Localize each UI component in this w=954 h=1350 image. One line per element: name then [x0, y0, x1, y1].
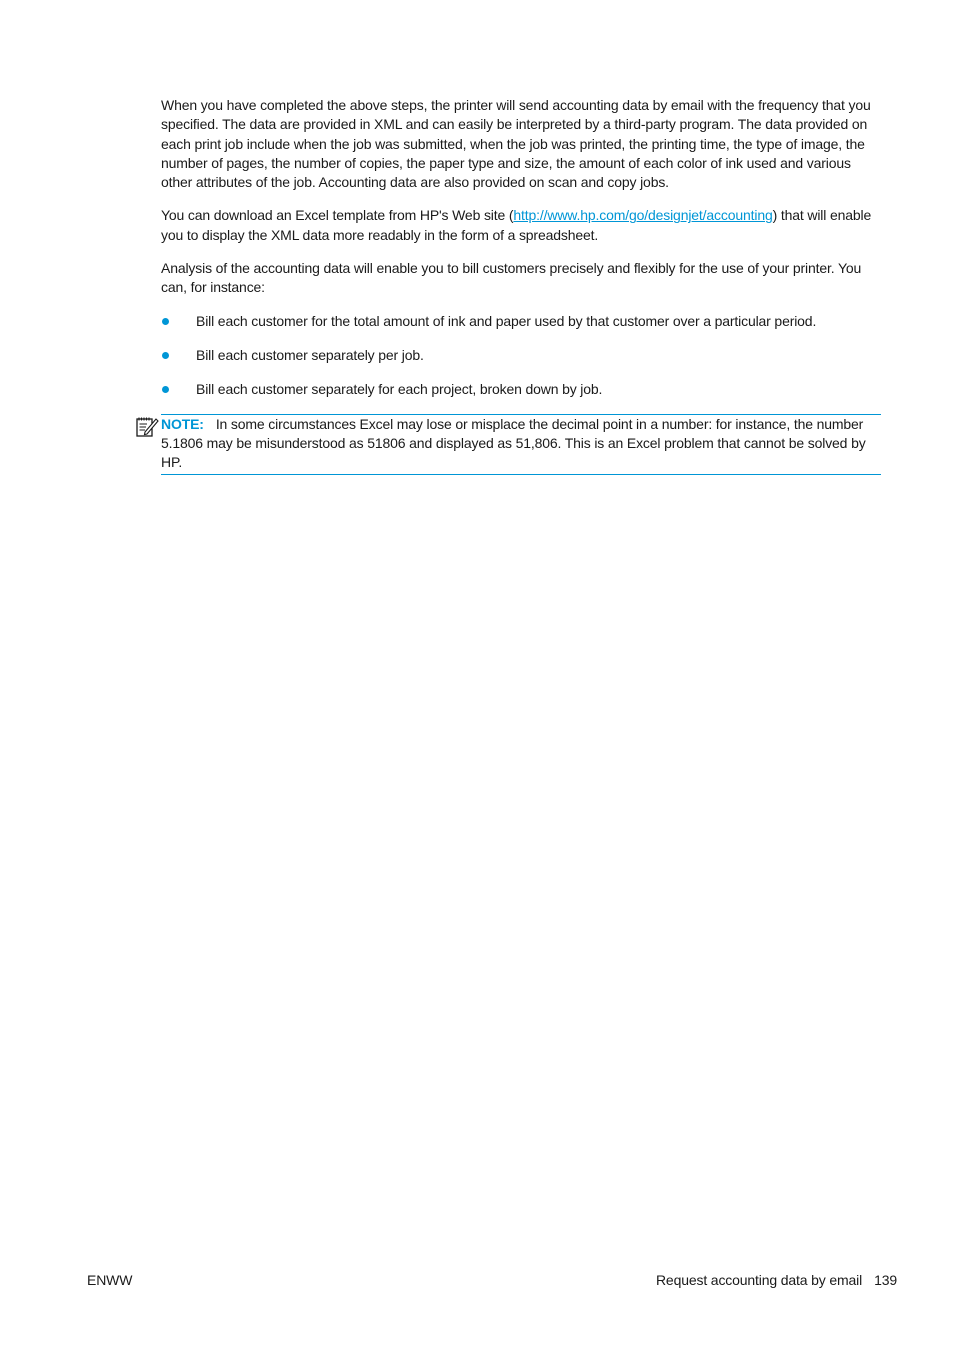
list-item-text: Bill each customer separately for each project, broken down by job. — [196, 380, 603, 397]
bullet-icon — [162, 352, 169, 359]
list-item-text: Bill each customer for the total amount of ink and paper used by that customer over a particular period. — [196, 312, 817, 329]
note-pad-pencil-icon — [135, 415, 159, 439]
billing-options-list — [161, 312, 881, 399]
bullet-icon — [162, 318, 169, 325]
list-item — [161, 380, 881, 399]
note-box — [161, 414, 881, 475]
intro-paragraph: When you have completed the above steps, the printer will send accounting data by email with the frequency that you specified. The data are provided in XML and can easily be interpreted by a third-party program. The data provided on each print job include when the job was submitted, when the job was printed, the printing time, the type of image, the number of pages, the number of copies, the paper type and size, the amount of each color of ink used and various other attributes of the job. Accounting data are also provided on scan and copy jobs. — [161, 97, 871, 191]
template-paragraph — [161, 206, 881, 245]
template-paragraph-before: You can download an Excel template from HP's Web site ( — [161, 207, 514, 224]
footer-locale-code: ENWW — [87, 1272, 133, 1288]
footer-section-title: Request accounting data by email — [655, 1272, 863, 1288]
note-text — [161, 415, 881, 473]
note-body: In some circumstances Excel may lose or misplace the decimal point in a number: for instance, the number 5.1806 may be misunderstood as 51806 and displayed as 51,806. This is an Excel problem that cannot be solved by HP. — [161, 415, 866, 471]
footer-section — [656, 1271, 897, 1290]
bullet-icon — [162, 386, 169, 393]
page-content — [161, 96, 881, 475]
list-item — [161, 346, 881, 365]
template-paragraph-after: ) that will enable you to display the XML data more readably in the form of a spreadsheet. — [161, 207, 872, 243]
list-item — [161, 312, 881, 331]
page-number: 139 — [874, 1272, 897, 1288]
note-label: NOTE: — [161, 415, 204, 432]
list-item-text: Bill each customer separately per job. — [196, 346, 424, 363]
accounting-template-link[interactable]: http://www.hp.com/go/designjet/accounting — [513, 207, 773, 224]
analysis-paragraph: Analysis of the accounting data will enable you to bill customers precisely and flexibly for the use of your printer. You can, for instance: — [161, 260, 862, 296]
